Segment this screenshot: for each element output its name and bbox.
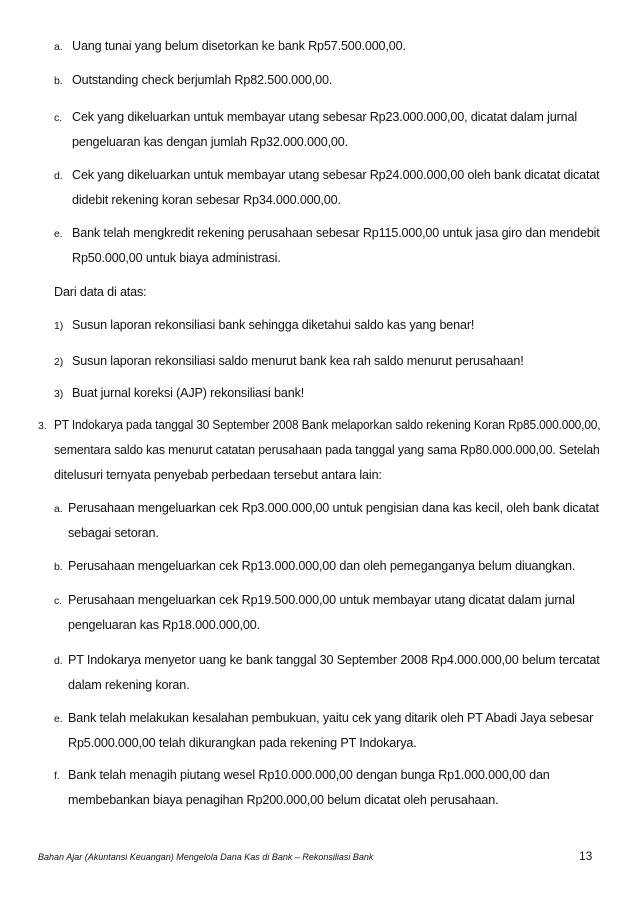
problem-text: ditelusuri ternyata penyebab perbedaan tersebut antara lain: [54, 468, 382, 482]
item-marker: d. [54, 170, 63, 182]
item-text: Outstanding check berjumlah Rp82.500.000,00. [72, 73, 333, 87]
item-marker: c. [54, 595, 62, 607]
item-text: PT Indokarya menyetor uang ke bank tanggal 30 September 2008 Rp4.000.000,00 belum tercatat [68, 653, 600, 667]
item-text: Cek yang dikeluarkan untuk membayar utang sebesar Rp24.000.000,00 oleh bank dicatat dicatat [72, 168, 600, 182]
question-text: Susun laporan rekonsiliasi saldo menurut bank kea rah saldo menurut perusahaan! [72, 354, 524, 368]
item-text-continued: pengeluaran kas Rp18.000.000,00. [68, 618, 260, 632]
item-text: Uang tunai yang belum disetorkan ke bank Rp57.500.000,00. [72, 39, 406, 53]
item-marker: c. [54, 112, 62, 124]
problem-number: 3. [38, 420, 47, 432]
item-text: Perusahaan mengeluarkan cek Rp13.000.000,00 dan oleh pemeganganya belum diuangkan. [68, 559, 576, 573]
question-marker: 3) [54, 388, 64, 400]
question-marker: 2) [54, 356, 64, 368]
item-text-continued: sebagai setoran. [68, 526, 159, 540]
item-text: Perusahaan mengeluarkan cek Rp3.000.000,00 untuk pengisian dana kas kecil, oleh bank dicatat [68, 501, 599, 515]
item-marker: b. [54, 75, 63, 87]
question-marker: 1) [54, 320, 64, 332]
item-text-continued: Rp5.000.000,00 telah dikurangkan pada rekening PT Indokarya. [68, 736, 417, 750]
item-text-continued: membebankan biaya penagihan Rp200.000,00 belum dicatat oleh perusahaan. [68, 793, 499, 807]
item-text-continued: Rp50.000,00 untuk biaya administrasi. [72, 251, 281, 265]
item-text: Cek yang dikeluarkan untuk membayar utang sebesar Rp23.000.000,00, dicatat dalam jurnal [72, 110, 578, 124]
problem-text: PT Indokarya pada tanggal 30 September 2008 Bank melaporkan saldo rekening Koran Rp85.000.000,00, [54, 418, 601, 432]
question-text: Buat jurnal koreksi (AJP) rekonsiliasi bank! [72, 386, 305, 400]
item-marker: e. [54, 228, 63, 240]
item-marker: a. [54, 503, 63, 515]
item-marker: a. [54, 41, 63, 53]
item-marker: f. [54, 770, 60, 782]
item-marker: b. [54, 561, 63, 573]
page-footer: Bahan Ajar (Akuntansi Keuangan) Mengelola Dana Kas di Bank – Rekonsiliasi Bank [38, 852, 374, 862]
item-text: Bank telah mengkredit rekening perusahaan sebesar Rp115.000,00 untuk jasa giro dan mendebit [72, 226, 600, 240]
problem-text: sementara saldo kas menurut catatan perusahaan pada tanggal yang sama Rp80.000.000,00. Setelah [54, 443, 600, 457]
item-marker: d. [54, 655, 63, 667]
item-marker: e. [54, 713, 63, 725]
item-text-continued: pengeluaran kas dengan jumlah Rp32.000.000,00. [72, 135, 348, 149]
item-text: Bank telah melakukan kesalahan pembukuan, yaitu cek yang ditarik oleh PT Abadi Jaya sebesar [68, 711, 594, 725]
question-intro: Dari data di atas: [54, 285, 147, 299]
item-text: Perusahaan mengeluarkan cek Rp19.500.000,00 untuk membayar utang dicatat dalam jurnal [68, 593, 575, 607]
item-text: Bank telah menagih piutang wesel Rp10.000.000,00 dengan bunga Rp1.000.000,00 dan [68, 768, 550, 782]
question-text: Susun laporan rekonsiliasi bank sehingga diketahui saldo kas yang benar! [72, 318, 475, 332]
item-text-continued: didebit rekening koran sebesar Rp34.000.000,00. [72, 193, 341, 207]
item-text-continued: dalam rekening koran. [68, 678, 190, 692]
page-number: 13 [579, 849, 593, 863]
